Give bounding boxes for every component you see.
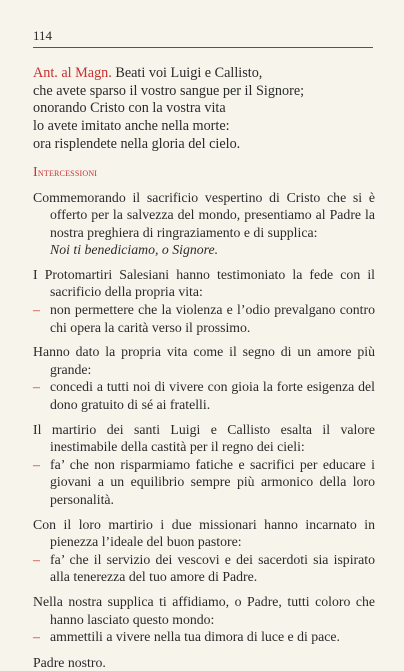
intro-text: Commemorando il sacrificio vespertino di Cristo che si è offerto per la salvezza del mondo, presentiamo al Padre la nostra preghiera di ringraziamento e di supplica: <box>33 189 375 240</box>
plea-text: ammettili a vivere nella tua dimora di luce e di pace. <box>50 629 340 645</box>
intercession-item <box>33 343 375 413</box>
antiphon-line: onorando Cristo con la vostra vita <box>33 100 226 117</box>
intercession-item <box>33 266 375 336</box>
plea-text: fa’ che il servizio dei vescovi e dei sacerdoti sia ispirato alla tenerezza del tuo amore di Padre. <box>50 551 375 585</box>
plea-dash: – <box>33 379 40 395</box>
antiphon-first-line <box>33 65 375 83</box>
antiphon-line: Beati voi Luigi e Callisto, <box>115 65 263 81</box>
intercession-plea <box>33 456 375 509</box>
page <box>33 28 375 671</box>
intercession-item <box>33 421 375 509</box>
antiphon-line: che avete sparso il vostro sangue per il Signore; <box>33 82 305 99</box>
intercessions-intro <box>33 189 375 259</box>
magnificat-antiphon <box>33 65 375 154</box>
antiphon-label: Ant. al Magn. <box>33 65 112 81</box>
intercession-plea <box>33 301 375 336</box>
intercession-plea <box>33 628 375 646</box>
intercession-statement: I Protomartiri Salesiani hanno testimoniato la fede con il sacrificio della propria vita: <box>33 266 375 300</box>
intercession-statement: Con il loro martirio i due missionari hanno incarnato in pienezza l’ideale del buon pastore: <box>33 516 375 550</box>
intercession-plea <box>33 551 375 586</box>
plea-text: non permettere che la violenza e l’odio prevalgano contro chi opera la carità verso il prossimo. <box>50 302 375 335</box>
intercession-item <box>33 516 375 586</box>
plea-dash: – <box>33 629 40 645</box>
closing-prayer: Padre nostro. <box>33 654 106 670</box>
intercession-item <box>33 593 375 646</box>
intercession-statement: Hanno dato la propria vita come il segno di un amore più grande: <box>33 344 375 377</box>
page-number: 114 <box>33 28 373 48</box>
intro-response: Noi ti benediciamo, o Signore. <box>50 242 219 258</box>
antiphon-line: ora risplendete nella gloria del cielo. <box>33 135 241 152</box>
heading-initial: I <box>33 164 38 180</box>
plea-dash: – <box>33 551 40 567</box>
intercessions-heading <box>33 166 375 180</box>
antiphon-line: lo avete imitato anche nella morte: <box>33 118 230 135</box>
heading-rest: ntercessioni <box>37 166 98 179</box>
intercession-plea <box>33 378 375 413</box>
intercession-statement: Nella nostra supplica ti affidiamo, o Padre, tutti coloro che hanno lasciato questo mondo: <box>33 593 375 627</box>
plea-dash: – <box>33 456 40 472</box>
plea-text: concedi a tutti noi di vivere con gioia la forte esigenza del dono gratuito di sé ai fratelli. <box>50 379 375 413</box>
plea-text: fa’ che non risparmiamo fatiche e sacrifici per educare i giovani a un equilibrio sempre più armonico della loro personalità. <box>50 456 375 508</box>
intercession-statement: Il martirio dei santi Luigi e Callisto esalta il valore inestimabile della castità per il regno dei cieli: <box>33 421 375 455</box>
plea-dash: – <box>33 302 40 318</box>
